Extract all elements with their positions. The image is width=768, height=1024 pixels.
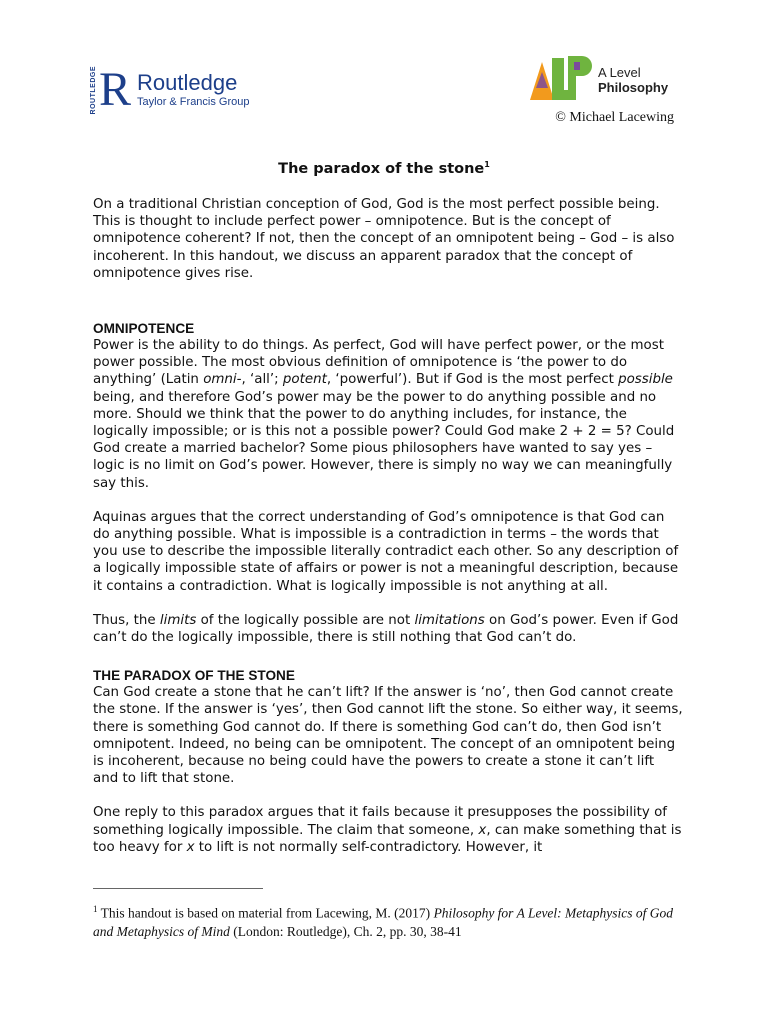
- intro-paragraph: On a traditional Christian conception of God, God is the most perfect possible being. This is thought to include perfect power – omnipotence. But is the concept of omnipotence coherent? If not, then the concept of an omnipotent being – God – is also incoherent. In this handout, we discuss an apparent paradox that the concept of omnipotence gives rise.: [93, 197, 675, 281]
- page-title: [0, 160, 768, 177]
- omnipotence-paragraph-1: Power is the ability to do things. As perfect, God will have perfect power, or the most power possible. The most obvious definition of omnipotence is ‘the power to do anything’ (Latin omni-, ‘all’; potent, ‘powerful’). But if God is the most perfect possible being, and therefore God’s power may be the power to do anything possible and no more. Should we think that the power to do anything includes, for instance, the logically impossible; or is this not a possible power? Could God make 2 + 2 = 5? Could God create a married bachelor? Some pious philosophers have wanted to say yes – logic is no limit on God’s power. However, there is simply no way we can meaningfully say this.: [93, 338, 675, 491]
- paradox-paragraph-1: Can God create a stone that he can’t lift? If the answer is ‘no’, then God cannot create the stone. If the answer is ‘yes’, then God cannot lift the stone. So either way, it seems, there is something God cannot do. If there is something God can’t do, then God isn’t omnipotent. Indeed, no being can be omnipotent. The concept of an omnipotent being is incoherent, because no being could have the powers to create a stone it can’t lift and to lift that stone.: [93, 685, 683, 787]
- footnote-divider: [93, 888, 263, 889]
- routledge-name: Routledge: [137, 70, 238, 96]
- alp-emblem-icon: [528, 52, 592, 102]
- footnote-book-title: Philosophy for A Level: Metaphysics of God and Metaphysics of Mind: [93, 905, 674, 939]
- title-text: The paradox of the stone: [278, 160, 485, 177]
- paradox-paragraph-2: One reply to this paradox argues that it fails because it presupposes the possibility of something logically impossible. The claim that someone, x, can make something that is too heavy for x to lift is not normally self-contradictory. However, it: [93, 805, 682, 855]
- heading-omnipotence: OMNIPOTENCE: [93, 321, 195, 337]
- routledge-vertical-wordmark: ROUTLEDGE: [90, 66, 97, 115]
- omnipotence-paragraph-3: Thus, the limits of the logically possible are not limitations on God’s power. Even if God can’t do the logically impossible, there is still nothing that God can’t do.: [93, 612, 679, 646]
- heading-paradox-of-the-stone: THE PARADOX OF THE STONE: [93, 668, 295, 684]
- omnipotence-paragraph-2: Aquinas argues that the correct understanding of God’s omnipotence is that God can do anything possible. What is impossible is a contradiction in terms – the words that you use to describe the impossible literally contradict each other. So any description of a logically impossible state of affairs or power is not a meaningful description, because it contains a contradiction. What is logically impossible is not anything at all.: [93, 509, 679, 594]
- copyright-notice: © Michael Lacewing: [555, 110, 674, 125]
- alp-line-1: A Level: [598, 65, 641, 81]
- routledge-r-mark: R: [99, 63, 132, 117]
- title-footnote-ref: 1: [484, 160, 490, 169]
- routledge-subname: Taylor & Francis Group: [137, 96, 250, 109]
- alp-line-2: Philosophy: [598, 80, 669, 96]
- alp-logo: [528, 52, 668, 102]
- footnote-number: 1: [93, 904, 98, 914]
- footnote: $^1$ This handout is based on material from Lacewing, M. (2017) Philosophy for A Level: Metaphysics of God and Metaphysics of Mind (London: Routledge), Ch. 2, pp. 30, 38-41: [93, 904, 674, 939]
- document-body: [93, 196, 683, 856]
- routledge-logo: [90, 63, 250, 117]
